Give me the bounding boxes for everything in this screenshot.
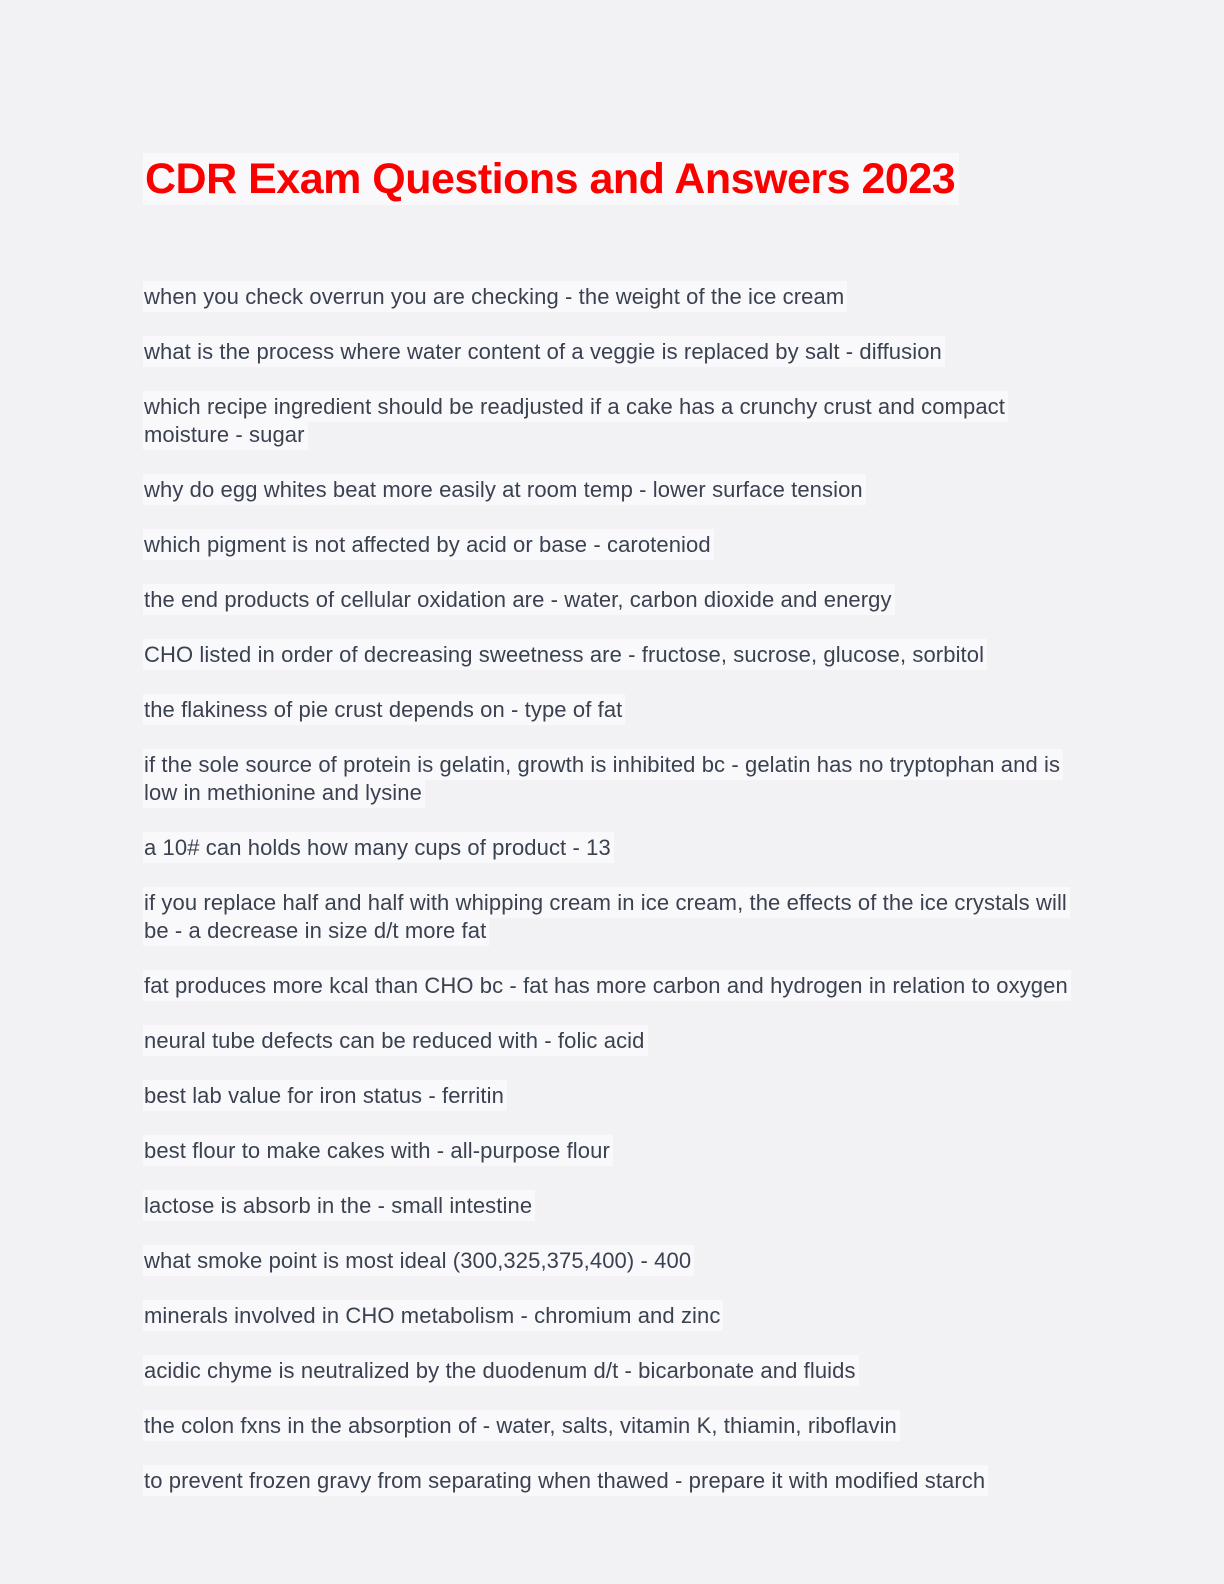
qa-item: fat produces more kcal than CHO bc - fat has more carbon and hydrogen in relation to oxygen (143, 972, 1071, 1000)
page-title (143, 155, 1071, 203)
qa-item: what is the process where water content of a veggie is replaced by salt - diffusion (143, 338, 1071, 366)
qa-item: what smoke point is most ideal (300,325,375,400) - 400 (143, 1247, 1071, 1275)
qa-item: if the sole source of protein is gelatin, growth is inhibited bc - gelatin has no tryptophan and is low in methionine and lysine (143, 751, 1071, 807)
qa-item: which recipe ingredient should be readjusted if a cake has a crunchy crust and compact moisture - sugar (143, 393, 1071, 449)
qa-item: acidic chyme is neutralized by the duodenum d/t - bicarbonate and fluids (143, 1357, 1071, 1385)
qa-item: neural tube defects can be reduced with - folic acid (143, 1027, 1071, 1055)
qa-item: CHO listed in order of decreasing sweetness are - fructose, sucrose, glucose, sorbitol (143, 641, 1071, 669)
qa-item: why do egg whites beat more easily at room temp - lower surface tension (143, 476, 1071, 504)
qa-item: when you check overrun you are checking - the weight of the ice cream (143, 283, 1071, 311)
qa-item: lactose is absorb in the - small intestine (143, 1192, 1071, 1220)
qa-item: if you replace half and half with whipping cream in ice cream, the effects of the ice crystals will be - a decrease in size d/t more fat (143, 889, 1071, 945)
qa-item: minerals involved in CHO metabolism - chromium and zinc (143, 1302, 1071, 1330)
page-title-text: CDR Exam Questions and Answers 2023 (143, 153, 959, 205)
qa-item: best flour to make cakes with - all-purpose flour (143, 1137, 1071, 1165)
qa-item: to prevent frozen gravy from separating when thawed - prepare it with modified starch (143, 1467, 1071, 1495)
qa-item: the colon fxns in the absorption of - water, salts, vitamin K, thiamin, riboflavin (143, 1412, 1071, 1440)
qa-item: the end products of cellular oxidation are - water, carbon dioxide and energy (143, 586, 1071, 614)
qa-item: which pigment is not affected by acid or base - caroteniod (143, 531, 1071, 559)
qa-item: a 10# can holds how many cups of product - 13 (143, 834, 1071, 862)
qa-item: the flakiness of pie crust depends on - type of fat (143, 696, 1071, 724)
qa-item: best lab value for iron status - ferritin (143, 1082, 1071, 1110)
